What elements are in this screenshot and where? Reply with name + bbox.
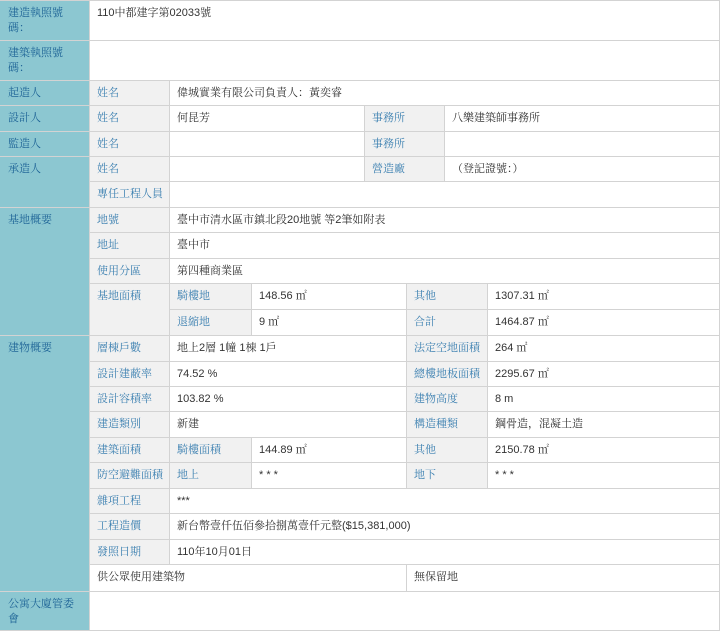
total-floor-area-label: 總樓地板面積 [407,362,488,387]
site-header: 基地概要 [0,208,90,336]
footprint-other-value: 2150.78 ㎡ [488,438,720,463]
shelter-label: 防空避難面積 [90,463,170,489]
footprint-label: 建築面積 [90,438,170,463]
building-header: 建物概要 [0,336,90,592]
building-license-value [90,41,720,81]
shelter-below-label: 地下 [407,463,488,489]
shelter-above-value: * * * [252,463,407,489]
building-height-label: 建物高度 [407,387,488,412]
construction-category-value: 新建 [170,412,407,438]
supervisor-name-label: 姓名 [90,132,170,157]
footprint-arcade-label: 騎樓面積 [170,438,252,463]
construction-license-label: 建造執照號碼： [0,1,90,41]
site-address-value: 臺中市 [170,233,720,259]
site-address-label: 地址 [90,233,170,259]
misc-works-value: *** [170,489,720,514]
contractor-name-label: 姓名 [90,157,170,182]
supervisor-office-value [445,132,720,157]
building-license-label: 建築執照號碼： [0,41,90,81]
designer-name-value: 何昆芳 [170,106,365,132]
site-other-value: 1307.31 ㎡ [488,284,720,310]
applicant-name-label: 姓名 [90,81,170,106]
open-space-label: 法定空地面積 [407,336,488,362]
units-value: 地上2層 1幢 1棟 1戶 [170,336,407,362]
total-floor-area-value: 2295.67 ㎡ [488,362,720,387]
public-use-value: 供公眾使用建築物 [90,565,407,592]
contractor-firm-label: 營造廠 [365,157,445,182]
contractor-engineer-value [170,182,720,208]
management-committee-value [90,592,720,631]
management-committee-label: 公寓大廈管委會 [0,592,90,631]
open-space-value: 264 ㎡ [488,336,720,362]
designer-name-label: 姓名 [90,106,170,132]
shelter-below-value: * * * [488,463,720,489]
site-arcade-value: 148.56 ㎡ [252,284,407,310]
structure-type-label: 構造種類 [407,412,488,438]
misc-works-label: 雜項工程 [90,489,170,514]
cost-label: 工程造價 [90,514,170,540]
site-total-value: 1464.87 ㎡ [488,310,720,336]
footprint-other-label: 其他 [407,438,488,463]
site-zoning-value: 第四種商業區 [170,259,720,284]
site-total-label: 合計 [407,310,488,336]
supervisor-name-value [170,132,365,157]
applicant-header: 起造人 [0,81,90,106]
site-other-label: 其他 [407,284,488,310]
site-zoning-label: 使用分區 [90,259,170,284]
contractor-firm-value: （登記證號：） [445,157,720,182]
issue-date-value: 110年10月01日 [170,540,720,565]
construction-license-value: 110中都建字第02033號 [90,1,720,41]
coverage-ratio-value: 74.52 % [170,362,407,387]
applicant-name-value: 偉城實業有限公司負責人：黃奕睿 [170,81,720,106]
designer-office-value: 八樂建築師事務所 [445,106,720,132]
units-label: 層棟戶數 [90,336,170,362]
contractor-name-value [170,157,365,182]
supervisor-header: 監造人 [0,132,90,157]
floor-area-ratio-label: 設計容積率 [90,387,170,412]
coverage-ratio-label: 設計建蔽率 [90,362,170,387]
site-setback-label: 退縮地 [170,310,252,336]
building-height-value: 8 m [488,387,720,412]
designer-office-label: 事務所 [365,106,445,132]
contractor-header: 承造人 [0,157,90,208]
construction-category-label: 建造類別 [90,412,170,438]
structure-type-value: 鋼骨造，混凝土造 [488,412,720,438]
cost-value: 新台幣壹仟伍佰參拾捌萬壹仟元整($15,381,000) [170,514,720,540]
issue-date-label: 發照日期 [90,540,170,565]
site-lot-value: 臺中市清水區市鎮北段20地號 等2筆如附表 [170,208,720,233]
designer-header: 設計人 [0,106,90,132]
supervisor-office-label: 事務所 [365,132,445,157]
site-lot-label: 地號 [90,208,170,233]
shelter-above-label: 地上 [170,463,252,489]
footprint-arcade-value: 144.89 ㎡ [252,438,407,463]
site-setback-value: 9 ㎡ [252,310,407,336]
site-arcade-label: 騎樓地 [170,284,252,310]
floor-area-ratio-value: 103.82 % [170,387,407,412]
contractor-engineer-label: 專任工程人員 [90,182,170,208]
reserved-land-value: 無保留地 [407,565,720,592]
site-area-label: 基地面積 [90,284,170,336]
